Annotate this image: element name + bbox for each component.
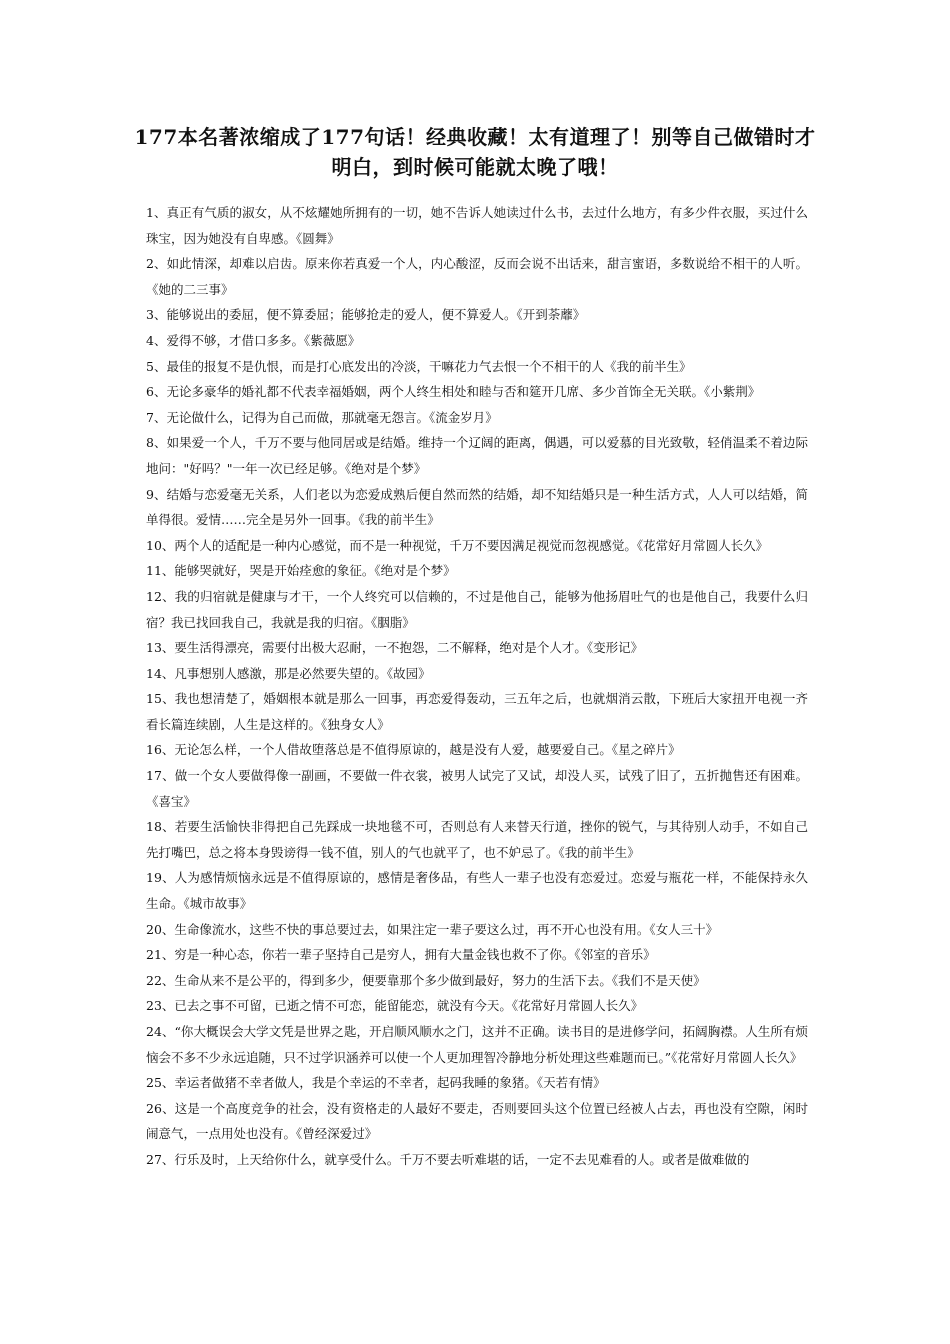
quote-item: 24、“你大概误会大学文凭是世界之匙，开启顺风顺水之门，这并不正确。读书目的是进修学问，拓阔胸襟。人生所有烦恼会不多不少永远追随，只不过学识涵养可以使一个人更加理智冷静地分析处理这些难题而已。”《花常好月常圆人长久》 bbox=[146, 1024, 808, 1065]
quote-item: 16、无论怎么样，一个人借故堕落总是不值得原谅的，越是没有人爱，越要爱自己。《星之碎片》 bbox=[146, 742, 681, 758]
document-title: 177本名著浓缩成了177句话！经典收藏！太有道理了！别等自己做错时才明白，到时候可能就太晚了哦！ bbox=[134, 125, 816, 179]
quote-item: 17、做一个女人要做得像一副画，不要做一件衣裳，被男人试完了又试，却没人买，试残了旧了，五折抛售还有困难。《喜宝》 bbox=[146, 768, 808, 809]
quote-item: 12、我的归宿就是健康与才干，一个人终究可以信赖的，不过是他自己，能够为他扬眉吐气的也是他自己，我要什么归宿？我已找回我自己，我就是我的归宿。《胭脂》 bbox=[146, 588, 808, 630]
quote-item: 9、结婚与恋爱毫无关系，人们老以为恋爱成熟后便自然而然的结婚，却不知结婚只是一种生活方式，人人可以结婚，简单得很。爱情……完全是另外一回事。《我的前半生》 bbox=[146, 486, 808, 528]
document-body bbox=[146, 200, 808, 1173]
quote-item: 25、幸运者做猪不幸者做人，我是个幸运的不幸者，起码我睡的象猪。《天若有情》 bbox=[146, 1075, 606, 1091]
quote-item: 1、真正有气质的淑女，从不炫耀她所拥有的一切，她不告诉人她读过什么书，去过什么地方，有多少件衣服，买过什么珠宝，因为她没有自卑感。《圆舞》 bbox=[146, 205, 808, 246]
quote-item: 3、能够说出的委屈，便不算委屈；能够抢走的爱人，便不算爱人。《开到荼蘼》 bbox=[146, 307, 586, 323]
quote-item: 15、我也想清楚了，婚姻根本就是那么一回事，再恋爱得轰动，三五年之后，也就烟消云散，下班后大家扭开电视一齐看长篇连续剧，人生是这样的。《独身女人》 bbox=[146, 691, 808, 732]
quote-item: 10、两个人的适配是一种内心感觉，而不是一种视觉，千万不要因满足视觉而忽视感觉。《花常好月常圆人长久》 bbox=[146, 537, 769, 553]
quote-item: 4、爱得不够，才借口多多。《紫薇愿》 bbox=[146, 332, 361, 348]
quote-item: 8、如果爱一个人，千万不要与他同居或是结婚。维持一个辽阔的距离，偶遇，可以爱慕的目光致敬，轻俏温柔不着边际地问："好吗？"一年一次已经足够。《绝对是个梦》 bbox=[146, 435, 808, 476]
quote-item: 6、无论多豪华的婚礼都不代表幸福婚姻，两个人终生相处和睦与否和筵开几席、多少首饰全无关联。《小紫荆》 bbox=[146, 384, 761, 400]
quote-item: 18、若要生活愉快非得把自己先踩成一块地毯不可，否则总有人来替天行道，挫你的锐气，与其待别人动手，不如自己先打嘴巴，总之将本身毁谤得一钱不值，别人的气也就平了，也不妒忌了。《我的前半生》 bbox=[146, 819, 808, 860]
quote-item: 19、人为感情烦恼永远是不值得原谅的，感情是奢侈品，有些人一辈子也没有恋爱过。恋爱与瓶花一样，不能保持永久生命。《城市故事》 bbox=[146, 870, 808, 912]
quote-item: 26、这是一个高度竞争的社会，没有资格走的人最好不要走，否则要回头这个位置已经被人占去，再也没有空隙，闲时闹意气，一点用处也没有。《曾经深爱过》 bbox=[146, 1100, 808, 1142]
quote-item: 14、凡事想别人感激，那是必然要失望的。《故园》 bbox=[146, 665, 431, 681]
quote-item: 20、生命像流水，这些不快的事总要过去，如果注定一辈子要这么过，再不开心也没有用。《女人三十》 bbox=[146, 921, 719, 937]
quote-item: 21、穷是一种心态，你若一辈子坚持自己是穷人，拥有大量金钱也救不了你。《邻室的音乐》 bbox=[146, 947, 656, 963]
quote-item: 13、要生活得漂亮，需要付出极大忍耐，一不抱怨，二不解释，绝对是个人才。《变形记》 bbox=[146, 640, 644, 656]
quote-item: 27、行乐及时，上天给你什么，就享受什么。千万不要去听难堪的话，一定不去见难看的人。或者是做难做的 bbox=[146, 1151, 750, 1167]
quote-item: 5、最佳的报复不是仇恨，而是打心底发出的冷淡，干嘛花力气去恨一个不相干的人《我的前半生》 bbox=[146, 358, 692, 374]
quote-item: 11、能够哭就好，哭是开始痊愈的象征。《绝对是个梦》 bbox=[146, 563, 456, 579]
quote-item: 22、生命从来不是公平的，得到多少，便要靠那个多少做到最好，努力的生活下去。《我们不是天使》 bbox=[146, 972, 706, 988]
quote-item: 2、如此情深，却难以启齿。原来你若真爱一个人，内心酸涩，反而会说不出话来，甜言蜜语，多数说给不相干的人听。《她的二三事》 bbox=[146, 256, 808, 297]
quote-item: 7、无论做什么，记得为自己而做，那就毫无怨言。《流金岁月》 bbox=[146, 409, 498, 425]
quote-item: 23、已去之事不可留，已逝之情不可恋，能留能恋，就没有今天。《花常好月常圆人长久》 bbox=[146, 998, 644, 1014]
